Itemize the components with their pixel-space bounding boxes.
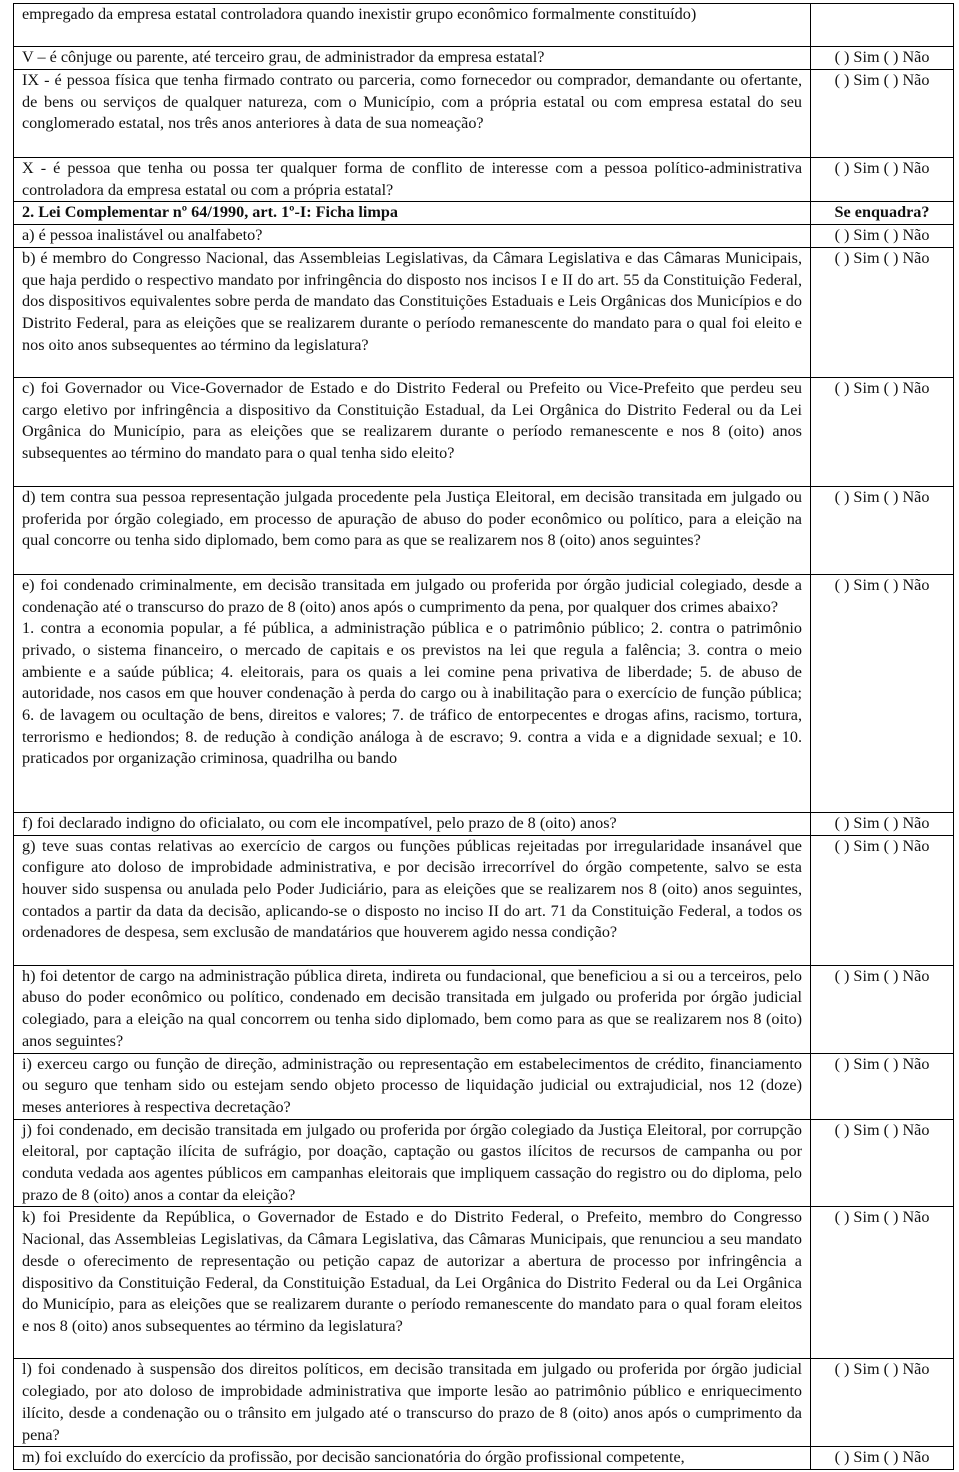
no-option[interactable]: ( ) Não — [883, 1448, 930, 1467]
no-option[interactable]: ( ) Não — [883, 71, 930, 89]
answer-cell — [811, 812, 954, 835]
column-header: Se enquadra? — [811, 202, 954, 225]
table-row — [14, 1053, 954, 1119]
table-row — [14, 47, 954, 70]
no-option[interactable]: ( ) Não — [883, 575, 930, 594]
answer-cell — [811, 1447, 954, 1470]
no-option[interactable]: ( ) Não — [883, 813, 930, 832]
question-text: k) foi Presidente da República, o Governador de Estado e do Distrito Federal, o Prefeito, membro do Congresso Nacional, das Assembleias Legislativas, da Câmara Legislativa, das Câmaras Municipais, que renunciou a seu mandato desde o oferecimento de representação ou petição capaz de autorizar a abertura de processo por infringência a dispositivo da Constituição Federal, da Constituição Estadual, da Lei Orgânica do Distrito Federal ou da Lei Orgânica do Município, para as eleições que se realizarem durante o período remanescente do mandato para o qual foram eleitos e nos 8 (oito) anos subsequentes ao término da legislatura? — [14, 1207, 811, 1359]
table-row — [14, 486, 954, 574]
question-text: empregado da empresa estatal controladora quando inexistir grupo econômico formalmente constituído) — [14, 4, 811, 47]
yes-option[interactable]: ( ) Sim — [834, 378, 880, 397]
answer-cell — [811, 70, 954, 158]
no-option[interactable]: ( ) Não — [883, 248, 930, 267]
answer-cell — [811, 47, 954, 70]
table-row — [14, 1207, 954, 1359]
yes-option[interactable]: ( ) Sim — [834, 226, 880, 245]
yes-option[interactable]: ( ) Sim — [834, 1054, 880, 1073]
question-text: IX - é pessoa física que tenha firmado contrato ou parceria, como fornecedor ou comprador, demandante ou ofertante, de bens ou serviços de qualquer natureza, com o Município, com a própria estatal ou com empresa estatal do seu conglomerado estatal, nos três anos anteriores à data de sua nomeação? — [14, 70, 811, 158]
question-text: m) foi excluído do exercício da profissão, por decisão sancionatória do órgão profissional competente, — [14, 1447, 811, 1470]
question-text: f) foi declarado indigno do oficialato, ou com ele incompatível, pelo prazo de 8 (oito) anos? — [14, 812, 811, 835]
table-row — [14, 812, 954, 835]
question-text: d) tem contra sua pessoa representação julgada procedente pela Justiça Eleitoral, em decisão transitada em julgado ou proferida por órgão colegiado, em processo de apuração de abuso do poder econômico ou político, para a eleição na qual concorre ou tenha sido diplomado, bem como para as que se realizarem nos 8 (oito) anos seguintes? — [14, 486, 811, 574]
no-option[interactable]: ( ) Não — [883, 48, 930, 66]
table-row — [14, 377, 954, 486]
question-text: h) foi detentor de cargo na administração pública direta, indireta ou fundacional, que beneficiou a si ou a terceiros, pelo abuso do poder econômico ou político, condenado em decisão transitada em julgado ou proferida por órgão judicial colegiado, para a eleição na qual concorrem ou tenha sido diplomado, bem como para as que se realizarem nos 8 (oito) anos seguintes? — [14, 965, 811, 1053]
table-row — [14, 70, 954, 158]
yes-option[interactable]: ( ) Sim — [834, 1208, 880, 1227]
table-row — [14, 574, 954, 812]
no-option[interactable]: ( ) Não — [883, 1208, 930, 1227]
yes-option[interactable]: ( ) Sim — [834, 1448, 880, 1467]
table-row — [14, 158, 954, 202]
question-text: l) foi condenado à suspensão dos direitos políticos, em decisão transitada em julgado ou proferida por órgão judicial colegiado, por ato doloso de improbidade administrativa que importe lesão ao patrimônio público e enriquecimento ilícito, desde a condenação ou o trânsito em julgado até o transcurso do prazo de 8 (oito) anos após o cumprimento da pena? — [14, 1359, 811, 1447]
table-row — [14, 225, 954, 248]
no-option[interactable]: ( ) Não — [883, 1120, 930, 1139]
table-row — [14, 1119, 954, 1207]
yes-option[interactable]: ( ) Sim — [834, 836, 880, 855]
no-option[interactable]: ( ) Não — [883, 1054, 930, 1073]
answer-cell — [811, 1053, 954, 1119]
question-text: g) teve suas contas relativas ao exercício de cargos ou funções públicas rejeitadas por irregularidade insanável que configure ato doloso de improbidade administrativa, e por decisão irrecorrível do órgão competente, salvo se esta houver sido suspensa ou anulada pelo Poder Judiciário, para as eleições que se realizarem nos 8 (oito) anos seguintes, contados a partir da data da decisão, aplicando-se o disposto no inciso II do art. 71 da Constituição Federal, a todos os ordenadores de despesa, sem exclusão de mandatários que houverem agido nessa condição? — [14, 835, 811, 965]
section-title: 2. Lei Complementar nº 64/1990, art. 1º-I: Ficha limpa — [14, 202, 811, 225]
yes-option[interactable]: ( ) Sim — [834, 71, 880, 89]
answer-cell-empty — [811, 4, 954, 47]
yes-option[interactable]: ( ) Sim — [834, 487, 880, 506]
yes-option[interactable]: ( ) Sim — [834, 48, 880, 66]
answer-cell — [811, 1119, 954, 1207]
no-option[interactable]: ( ) Não — [883, 487, 930, 506]
answer-cell — [811, 574, 954, 812]
answer-cell — [811, 225, 954, 248]
answer-cell — [811, 1207, 954, 1359]
answer-cell — [811, 158, 954, 202]
answer-cell — [811, 377, 954, 486]
yes-option[interactable]: ( ) Sim — [834, 966, 880, 985]
answer-cell — [811, 1359, 954, 1447]
no-option[interactable]: ( ) Não — [883, 1360, 930, 1379]
question-text: b) é membro do Congresso Nacional, das Assembleias Legislativas, da Câmara Legislativa e das Câmaras Municipais, que haja perdido o respectivo mandato por infringência do disposto nos incisos I e II do art. 55 da Constituição Federal, dos dispositivos equivalentes sobre perda de mandato das Constituições Estaduais e Leis Orgânicas dos Municípios e do Distrito Federal, para as eleições que se realizarem durante o período remanescente do mandato para o qual foi eleito e nos oito anos subsequentes ao término da legislatura? — [14, 247, 811, 377]
no-option[interactable]: ( ) Não — [883, 836, 930, 855]
question-text: i) exerceu cargo ou função de direção, administração ou representação em estabelecimentos de crédito, financiamento ou seguro que tenham sido ou estejam sendo objeto processo de liquidação judicial ou extrajudicial, nos 12 (doze) meses anteriores à respectiva decretação? — [14, 1053, 811, 1119]
crime-list: 1. contra a economia popular, a fé pública, a administração pública e o patrimônio público; 2. contra o patrimônio privado, o sistema financeiro, o mercado de capitais e os previstos na lei que regula a falência; 3. contra o meio ambiente e a saúde pública; 4. eleitorais, para os quais a lei comine pena privativa de liberdade; 5. de abuso de autoridade, nos casos em que houver condenação à perda do cargo ou à inabilitação para o exercício de função pública; 6. de lavagem ou ocultação de bens, direitos e valores; 7. de tráfico de entorpecentes e drogas afins, racismo, tortura, terrorismo e hediondos; 8. de redução à condição análoga à de escravo; 9. contra a vida e a dignidade sexual; e 10. praticados por organização criminosa, quadrilha ou bando — [22, 619, 802, 768]
question-text: X - é pessoa que tenha ou possa ter qualquer forma de conflito de interesse com a pessoa político-administrativa controladora da empresa estatal ou com a própria estatal? — [14, 158, 811, 202]
no-option[interactable]: ( ) Não — [883, 966, 930, 985]
yes-option[interactable]: ( ) Sim — [834, 575, 880, 594]
yes-option[interactable]: ( ) Sim — [834, 248, 880, 267]
table-row — [14, 965, 954, 1053]
answer-cell — [811, 965, 954, 1053]
no-option[interactable]: ( ) Não — [883, 159, 930, 177]
question-text — [14, 574, 811, 812]
yes-option[interactable]: ( ) Sim — [834, 1120, 880, 1139]
table-row — [14, 1359, 954, 1447]
no-option[interactable]: ( ) Não — [883, 226, 930, 245]
eligibility-questionnaire-table — [13, 3, 954, 1470]
yes-option[interactable]: ( ) Sim — [834, 159, 880, 177]
question-text: c) foi Governador ou Vice-Governador de Estado e do Distrito Federal ou Prefeito ou Vice-Prefeito que perdeu seu cargo eletivo por infringência a dispositivo da Constituição Estadual, da Lei Orgânica do Distrito Federal ou da Lei Orgânica do Município, para as eleições que se realizarem durante o período remanescente e nos 8 (oito) anos subsequentes ao término do mandato para o qual tenha sido eleito? — [14, 377, 811, 486]
table-row — [14, 1447, 954, 1470]
answer-cell — [811, 486, 954, 574]
table-row — [14, 247, 954, 377]
question-text: a) é pessoa inalistável ou analfabeto? — [14, 225, 811, 248]
table-row — [14, 835, 954, 965]
question-intro: e) foi condenado criminalmente, em decisão transitada em julgado ou proferida por órgão judicial colegiado, desde a condenação até o transcurso do prazo de 8 (oito) anos após o cumprimento da pena, por qualquer dos crimes abaixo? — [22, 575, 802, 616]
question-text: j) foi condenado, em decisão transitada em julgado ou proferida por órgão colegiado da Justiça Eleitoral, por corrupção eleitoral, por captação ilícita de sufrágio, por doação, captação ou gastos ilícitos de recursos de campanha ou por conduta vedada aos agentes públicos em campanhas eleitorais que impliquem cassação do registro ou do diploma, pelo prazo de 8 (oito) anos a contar da eleição? — [14, 1119, 811, 1207]
yes-option[interactable]: ( ) Sim — [834, 813, 880, 832]
answer-cell — [811, 835, 954, 965]
section-header-row — [14, 202, 954, 225]
no-option[interactable]: ( ) Não — [883, 378, 930, 397]
question-text: V – é cônjuge ou parente, até terceiro grau, de administrador da empresa estatal? — [14, 47, 811, 70]
yes-option[interactable]: ( ) Sim — [834, 1360, 880, 1379]
table-row — [14, 4, 954, 47]
answer-cell — [811, 247, 954, 377]
